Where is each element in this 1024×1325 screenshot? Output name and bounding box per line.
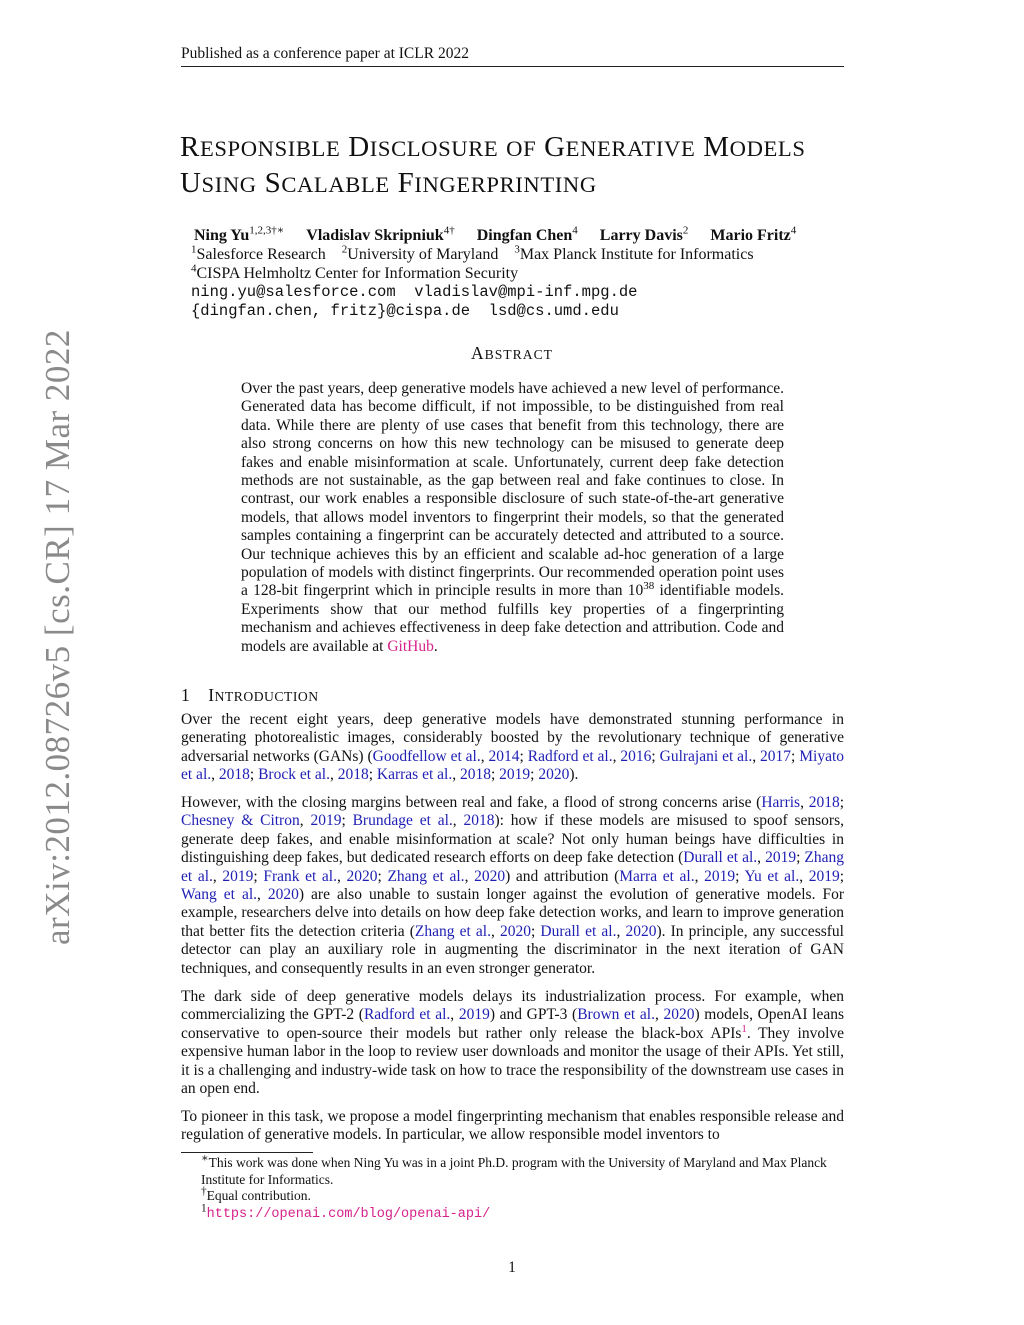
text-run: , [299,812,311,830]
citation-link[interactable]: Brock et al. [258,766,330,784]
text-run: ; [377,867,388,885]
text-run: ; [490,766,500,784]
abstract-body: Over the past years, deep generative models have achieved a new level of performance. Generated data has become difficult, if not impossible, to be distinguished from real data. While there are plenty of use cases that benefit from this technology, there are also strong concerns on how this new technology can be misused to generate deep fakes and enable misinformation at scale. Unfortunately, current deep fake detection methods are not sustainable, as the gap between real and fake continues to close. In contrast, our work enables a responsible disclosure of such state-of-the-art generative models, that allows model inventors to fingerprint their models, so that the generated samples containing a fingerprint can be accurately detected and attributed to a source. Our technique achieves this by an efficient and scalable ad-hoc generation of a large population of models with distinct fingerprints. Our recommended operation point uses a 128-bit fingerprint which in principle results in more than $10^{38}$ identifiable models. Experiments show that our method fulfills key properties of a fingerprinting mechanism and achieves effectiveness in deep fake detection and attribution. Code and models are available at GitHub. [241,380,784,655]
intro-paragraph-3 [181,988,844,1098]
author-list [194,226,818,245]
citation-link[interactable]: Goodfellow et al. [372,747,481,765]
citation-link[interactable]: 2020 [346,867,378,885]
text-run: ; [530,922,541,940]
citation-link[interactable]: 2017 [760,747,792,765]
citation-link[interactable]: Radford et al. [363,1006,451,1024]
citation-link[interactable]: 2019 [499,766,531,784]
text-run: ). [569,766,579,784]
citation-link[interactable]: 2018 [808,794,840,811]
title-line-1 [180,130,860,166]
text-run: Over the recent eight years, deep generative models have demonstrated stunning performance in generating photorealistic images, considerably boosted by the revolutionary technique of generative adversarial networks (GANs) ( [181,711,844,765]
text-run: ; [791,747,800,765]
citation-link[interactable]: Marra et al. [619,867,695,885]
text-run: ; [341,812,353,830]
text-run: ) and attribution ( [505,867,620,885]
footnote-1: ∗This work was done when Ning Yu was in a joint Ph.D. program with the University of Maryland and Max Planck Institute for Informatics. [201,1152,827,1187]
citation-link[interactable]: Miyato et al. [181,747,845,784]
title-line-2 [180,166,860,202]
footnote-3: $^1$https://openai.com/blog/openai-api/ [201,1202,491,1222]
github-link[interactable]: GitHub [387,637,434,655]
text-run: ; [839,794,845,811]
text-run: To pioneer in this task, we propose a model fingerprinting mechanism that enables responsible release and regulation of generative models. In particular, we allow responsible model inventors to [181,1108,844,1144]
text-run: , [616,922,626,940]
text-run: ; [519,747,528,765]
author-name: Mario Fritz$^4$ [710,224,797,244]
title-word: OF [506,136,537,161]
text-run: ; [796,849,805,867]
text-run: , [464,867,475,885]
text-run: , [450,1006,459,1024]
affiliation-line-2: $^4$CISPA Helmholtz Center for Information Security [191,262,519,282]
citation-link[interactable]: 2019 [222,867,254,885]
paper-title [180,130,860,202]
text-run: . They involve expensive human labor in the loop to review user downloads and monitor the usage of their APIs. Yet still, it is a challenging and industry-wide task on how to trace the responsibility of the downstream use cases in an open end. [181,1024,845,1098]
citation-link[interactable]: 2020 [474,867,506,885]
email-line-1: ning.yu@salesforce.com vladislav@mpi-inf.mpg.de [191,283,638,301]
citation-link[interactable]: 2019 [704,867,736,885]
citation-link[interactable]: Wang et al. [181,886,258,904]
citation-link[interactable]: Gulrajani et al. [659,747,753,765]
text-run: , [480,747,489,765]
citation-link[interactable]: 2014 [488,747,520,765]
citation-link[interactable]: Durall et al. [540,922,617,940]
citation-link[interactable]: Yu et al. [744,867,800,885]
page-number: 1 [508,1259,516,1276]
citation-link[interactable]: Brown et al. [577,1006,655,1024]
text-run: ) models, OpenAI leans conservative to open-source their models but rather only release the black-box APIs [181,1006,844,1042]
citation-link[interactable]: 2020 [538,766,570,784]
text-run: ; [253,867,264,885]
author-name: Vladislav Skripniuk$^{4\dagger}$ [306,224,455,244]
citation-link[interactable]: 2020 [663,1006,695,1024]
title-word: USING [180,167,257,199]
text-run: , [694,867,705,885]
affiliations [191,245,754,321]
text-run: However, with the closing margins between real and fake, a flood of strong concerns arise ( [181,794,762,811]
citation-link[interactable]: 2018 [218,766,250,784]
text-run: , [452,812,464,830]
text-run: , [612,747,621,765]
author-name: Dingfan Chen$^4$ [476,224,578,244]
citation-link[interactable]: 2016 [620,747,652,765]
citation-link[interactable]: Brundage et al. [352,812,453,830]
footnote-ref[interactable]: 1 [741,1022,747,1035]
affiliation-line-1: $^1$Salesforce Research $^2$University of Maryland $^3$Max Planck Institute for Informatics [191,243,754,263]
citation-link[interactable]: Zhang et al. [387,867,465,885]
text-run: , [490,922,500,940]
text-run: ; [735,867,745,885]
footnote-2: †Equal contribution. [201,1185,311,1203]
text-run: ; [368,766,377,784]
citation-link[interactable]: 2019 [765,849,797,867]
citation-link[interactable]: Harris [761,794,801,811]
text-run: The dark side of deep generative models delays its industrialization process. For example, when commercializing the GPT-2 ( [181,988,844,1024]
citation-link[interactable]: Karras et al. [376,766,453,784]
text-run: ; [839,867,845,885]
intro-paragraph-4 [181,1108,844,1145]
citation-link[interactable]: 2018 [463,812,495,830]
abstract-heading: ABSTRACT [470,343,554,363]
email-line-2: {dingfan.chen, fritz}@cispa.de lsd@cs.umd.edu [191,302,619,320]
openai-api-link[interactable]: https://openai.com/blog/openai-api/ [206,1206,491,1222]
text-run: ) are also unable to sustain longer against the evolution of generative models. For example, researchers delve into details on how deep fake detection works, and learn to improve generation that better fits the detection criteria ( [181,886,844,940]
text-run: ; [530,766,539,784]
text-run: , [257,886,268,904]
text-run: ): how if these models are misused to spoof sensors, generate deep fakes, and enable misinformation at scale? Not only human beings have difficulties in distinguishing deep fakes, but dedicated research efforts on deep fake detection ( [181,812,845,867]
arxiv-stamp: arXiv:2012.08726v5 [cs.CR] 17 Mar 2022 [38,329,77,945]
citation-link[interactable]: 2020 [499,922,531,940]
footnotes [181,1152,844,1223]
intro-paragraph-2 [181,794,844,978]
citation-link[interactable]: 2020 [267,886,299,904]
citation-link[interactable]: Frank et al. [263,867,337,885]
citation-link[interactable]: 2019 [458,1006,490,1024]
text-run: , [654,1006,664,1024]
text-run: , [211,766,219,784]
text-run: ). In principle, any successful detector can play an auxiliary role in augmenting the discriminator in the next iteration of GAN techniques, and consequently results in an even stronger generator. [181,922,844,977]
author-name: Ning $Yu^{1,2,3\dagger∗}$ [194,224,285,244]
text-run: , [757,849,766,867]
citation-link[interactable]: Zhang et al. [414,922,491,940]
text-run: ; [249,766,259,784]
citation-link[interactable]: 2018 [337,766,369,784]
running-header: Published as a conference paper at ICLR 2022 [181,44,844,67]
title-word: FINGERPRINTING [397,167,597,199]
text-run: ; [651,747,660,765]
citation-link[interactable]: 2018 [459,766,491,784]
text-run: , [337,867,347,885]
text-run: , [800,794,809,811]
text-run: , [752,747,761,765]
text-run: , [212,867,223,885]
intro-paragraph-1 [181,711,844,785]
title-word: GENERATIVE [544,131,696,163]
citation-link[interactable]: Durall et al. [683,849,758,867]
title-word: DISCLOSURE [348,131,499,163]
author-name: Larry Davis$^2$ [599,224,689,244]
text-run: , [799,867,809,885]
citation-link[interactable]: Radford et al. [527,747,613,765]
title-word: MODELS [703,131,806,163]
citation-link[interactable]: 2019 [808,867,840,885]
text-run: , [329,766,338,784]
citation-link[interactable]: 2020 [625,922,657,940]
title-word: SCALABLE [264,167,390,199]
text-run: ) and GPT-3 ( [489,1006,578,1024]
text-run: , [452,766,460,784]
citation-link[interactable]: Zhang et al. [181,849,844,885]
citation-link[interactable]: 2019 [310,812,342,830]
title-word: RESPONSIBLE [180,131,341,163]
section-heading-introduction: 1 INTRODUCTION [181,685,319,705]
citation-link[interactable]: Chesney & Citron [181,812,300,830]
